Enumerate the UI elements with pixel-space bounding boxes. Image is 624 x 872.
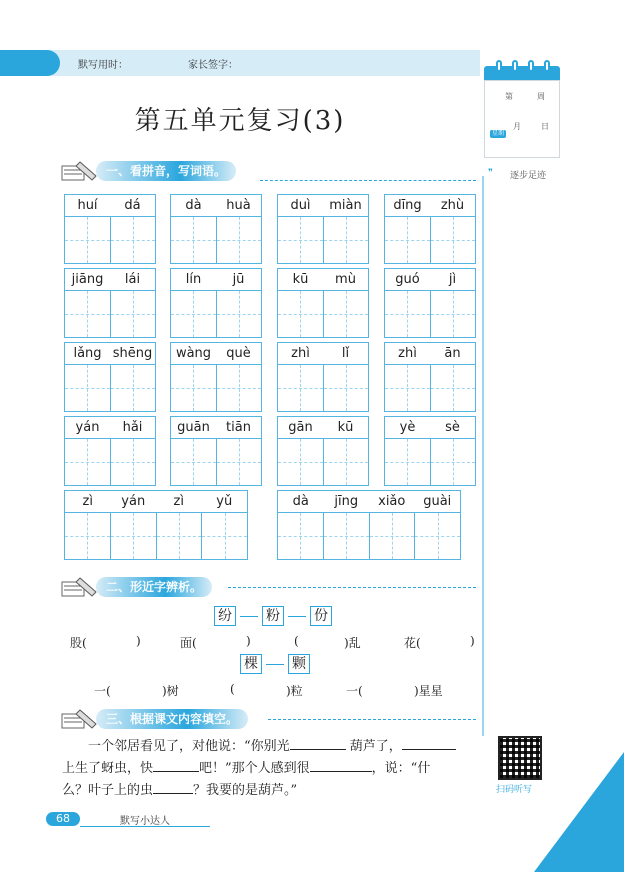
fill-blank[interactable] — [402, 736, 456, 750]
char-box: 颗 — [288, 654, 310, 674]
char-group-2 — [240, 654, 310, 674]
pinyin-syllable: dá — [124, 198, 141, 213]
writing-cell[interactable] — [65, 291, 111, 337]
writing-cell[interactable] — [385, 439, 431, 485]
pinyin-row — [385, 269, 475, 291]
qr-code-image[interactable] — [498, 736, 542, 780]
writing-cell[interactable] — [278, 365, 324, 411]
writing-cell[interactable] — [385, 217, 431, 263]
word-box — [170, 342, 262, 412]
writing-cell[interactable] — [278, 439, 324, 485]
time-field-label: 默写用时： — [78, 60, 128, 71]
pinyin-syllable: què — [226, 346, 251, 361]
pinyin-syllable: kū — [337, 420, 354, 435]
blank-prefix: ( — [294, 634, 299, 648]
pinyin-syllable: zhù — [440, 198, 465, 213]
corner-decoration — [534, 752, 624, 872]
writing-cell[interactable] — [278, 217, 324, 263]
blank-suffix: )粒 — [286, 684, 303, 698]
word-box — [277, 268, 369, 338]
pinyin-syllable: yán — [75, 420, 100, 435]
passage-line-3 — [62, 780, 297, 802]
pinyin-row — [65, 195, 155, 217]
word-box — [384, 268, 476, 338]
pinyin-syllable: ān — [444, 346, 461, 361]
writing-cell[interactable] — [217, 291, 262, 337]
section-1-divider — [260, 180, 476, 181]
writing-cell[interactable] — [202, 513, 247, 559]
header-tab — [0, 50, 60, 76]
passage-text: 葫芦了， — [349, 739, 402, 754]
writing-cell[interactable] — [65, 217, 111, 263]
ring-icon — [496, 60, 502, 72]
writing-cell[interactable] — [171, 365, 217, 411]
pinyin-syllable: lǐ — [341, 346, 350, 361]
pencil-icon — [60, 574, 100, 600]
pinyin-row — [385, 417, 475, 439]
pinyin-syllable: zì — [173, 494, 184, 509]
writing-cell[interactable] — [431, 217, 476, 263]
qr-caption: 扫码听写 — [496, 785, 533, 795]
writing-cell[interactable] — [324, 439, 369, 485]
fill-blank[interactable] — [310, 758, 372, 772]
char-box: 棵 — [240, 654, 262, 674]
writing-cell[interactable] — [370, 513, 416, 559]
writing-cell[interactable] — [324, 217, 369, 263]
pinyin-syllable: guài — [423, 494, 452, 509]
blank-suffix: )星星 — [414, 684, 443, 698]
pinyin-row — [65, 491, 247, 513]
passage-text: 上生了蚜虫，快 — [62, 761, 154, 776]
writing-cell[interactable] — [324, 513, 370, 559]
passage-text: ？我要的是葫芦。” — [193, 783, 298, 798]
writing-cell[interactable] — [385, 291, 431, 337]
pinyin-syllable: zì — [82, 494, 93, 509]
word-box — [170, 416, 262, 486]
passage-text: 么？叶子上的虫 — [62, 783, 154, 798]
pinyin-syllable: guó — [395, 272, 420, 287]
word-box — [64, 268, 156, 338]
writing-cell[interactable] — [217, 217, 262, 263]
passage-line-1 — [62, 736, 482, 758]
writing-cell[interactable] — [65, 513, 111, 559]
date-calendar — [484, 66, 560, 158]
section-1-title: 一、看拼音，写词语。 — [96, 161, 236, 181]
writing-cell[interactable] — [171, 291, 217, 337]
pinyin-syllable: yǔ — [216, 494, 233, 509]
writing-cell[interactable] — [65, 439, 111, 485]
fill-blank[interactable] — [153, 780, 193, 794]
pencil-icon — [60, 706, 100, 732]
char-box: 粉 — [262, 606, 284, 626]
pinyin-syllable: hǎi — [122, 420, 143, 435]
fill-blank[interactable] — [153, 758, 199, 772]
word-box — [170, 268, 262, 338]
pinyin-syllable: lǎng — [73, 346, 102, 361]
header-bar — [0, 50, 480, 76]
word-box — [64, 342, 156, 412]
pinyin-syllable: tiān — [226, 420, 251, 435]
writing-cell[interactable] — [385, 365, 431, 411]
pinyin-syllable: miàn — [329, 198, 362, 213]
blank-prefix: 一( — [94, 684, 111, 698]
page-number: 68 — [46, 812, 80, 826]
fill-blank[interactable] — [290, 736, 346, 750]
word-box — [384, 342, 476, 412]
pinyin-row — [278, 417, 368, 439]
passage-text: 一个邻居看见了，对他说：“你别光 — [88, 739, 290, 754]
pinyin-syllable: duì — [290, 198, 311, 213]
writing-cell[interactable] — [171, 217, 217, 263]
char-box: 份 — [310, 606, 332, 626]
pinyin-syllable: kū — [292, 272, 309, 287]
blank-suffix: ) — [246, 634, 251, 648]
pinyin-syllable: dīng — [393, 198, 422, 213]
word-box — [384, 194, 476, 264]
pinyin-syllable: zhì — [291, 346, 310, 361]
blank-suffix: )乱 — [344, 636, 361, 650]
blank-prefix: 一( — [346, 684, 363, 698]
writing-cell[interactable] — [217, 439, 262, 485]
pinyin-syllable: jiāng — [71, 272, 104, 287]
pinyin-syllable: lái — [124, 272, 141, 287]
calendar-day-label: 日 — [541, 122, 549, 131]
word-box — [277, 490, 461, 560]
pinyin-syllable: sè — [445, 420, 460, 435]
connector-dash — [240, 616, 258, 617]
writing-cell[interactable] — [111, 439, 156, 485]
section-3-divider — [268, 719, 476, 720]
writing-cell[interactable] — [278, 513, 324, 559]
word-box — [384, 416, 476, 486]
writing-cell[interactable] — [217, 365, 262, 411]
ring-icon — [528, 60, 534, 72]
connector-dash — [266, 664, 284, 665]
pinyin-syllable: shēng — [112, 346, 153, 361]
parent-signature-label: 家长签字： — [188, 60, 238, 71]
pinyin-row — [65, 417, 155, 439]
pinyin-syllable: lín — [185, 272, 202, 287]
margin-line — [482, 176, 484, 736]
section-3-title: 三、根据课文内容填空。 — [96, 709, 248, 729]
blank-prefix: 面( — [180, 636, 197, 650]
calendar-month-label: 月 — [513, 122, 521, 131]
footer-divider — [80, 826, 210, 827]
weekday-badge: 星期 — [491, 130, 504, 137]
word-box — [277, 194, 369, 264]
blank-suffix: ) — [136, 634, 141, 648]
section-2-title: 二、形近字辨析。 — [96, 577, 212, 597]
word-box — [64, 416, 156, 486]
blank-suffix: ) — [470, 634, 475, 648]
blank-prefix: 花( — [404, 636, 421, 650]
char-box: 纷 — [214, 606, 236, 626]
pinyin-syllable: wàng — [175, 346, 212, 361]
calendar-week-label: 周 — [537, 92, 545, 101]
connector-dash — [288, 616, 306, 617]
pinyin-syllable: jì — [448, 272, 457, 287]
pinyin-syllable: guān — [177, 420, 210, 435]
pinyin-syllable: dà — [185, 198, 202, 213]
pinyin-syllable: jū — [232, 272, 245, 287]
word-box — [277, 416, 369, 486]
writing-cell[interactable] — [431, 291, 476, 337]
series-name: 默写小达人 — [120, 816, 170, 827]
word-box — [64, 194, 156, 264]
pinyin-row — [171, 417, 261, 439]
writing-cell[interactable] — [324, 365, 369, 411]
word-box — [170, 194, 262, 264]
writing-cell[interactable] — [431, 439, 476, 485]
writing-cell[interactable] — [111, 513, 157, 559]
passage-text: 吧！”那个人感到很 — [199, 761, 310, 776]
calendar-body — [484, 80, 560, 158]
pinyin-row — [278, 269, 368, 291]
writing-cell[interactable] — [111, 217, 156, 263]
tagline: 逐步足迹 — [510, 171, 547, 181]
pinyin-row — [65, 269, 155, 291]
pinyin-row — [385, 195, 475, 217]
ring-icon — [544, 60, 550, 72]
ring-icon — [512, 60, 518, 72]
pinyin-syllable: xiǎo — [378, 494, 406, 509]
pinyin-syllable: mù — [335, 272, 356, 287]
passage-text: ，说：“什 — [371, 761, 431, 776]
pinyin-syllable: huí — [77, 198, 98, 213]
pinyin-row — [171, 343, 261, 365]
pencil-icon — [60, 158, 100, 184]
pinyin-row — [65, 343, 155, 365]
calendar-week-prefix: 第 — [505, 92, 513, 101]
pinyin-syllable: yè — [399, 420, 416, 435]
pinyin-row — [171, 195, 261, 217]
writing-cell[interactable] — [111, 365, 156, 411]
writing-cell[interactable] — [157, 513, 203, 559]
pinyin-row — [278, 491, 460, 513]
writing-cell[interactable] — [278, 291, 324, 337]
passage-line-2 — [62, 758, 430, 780]
word-box — [64, 490, 248, 560]
footprints-icon: ❞ — [488, 168, 493, 178]
writing-cell[interactable] — [111, 291, 156, 337]
page-title: 第五单元复习(3) — [134, 106, 346, 136]
pinyin-syllable: jīng — [334, 494, 359, 509]
writing-cell[interactable] — [431, 365, 476, 411]
pinyin-row — [278, 195, 368, 217]
pinyin-syllable: yán — [121, 494, 146, 509]
pinyin-row — [278, 343, 368, 365]
blank-suffix: )树 — [162, 684, 179, 698]
writing-cell[interactable] — [65, 365, 111, 411]
writing-cell[interactable] — [415, 513, 460, 559]
section-2-divider — [228, 587, 476, 588]
writing-cell[interactable] — [324, 291, 369, 337]
pinyin-syllable: dà — [292, 494, 309, 509]
word-box — [277, 342, 369, 412]
pinyin-syllable: huà — [226, 198, 251, 213]
char-group-1 — [214, 606, 332, 626]
pinyin-row — [171, 269, 261, 291]
pinyin-syllable: gān — [288, 420, 313, 435]
blank-prefix: ( — [230, 682, 235, 696]
pinyin-syllable: zhì — [398, 346, 417, 361]
pinyin-row — [385, 343, 475, 365]
blank-prefix: 股( — [70, 636, 87, 650]
writing-cell[interactable] — [171, 439, 217, 485]
